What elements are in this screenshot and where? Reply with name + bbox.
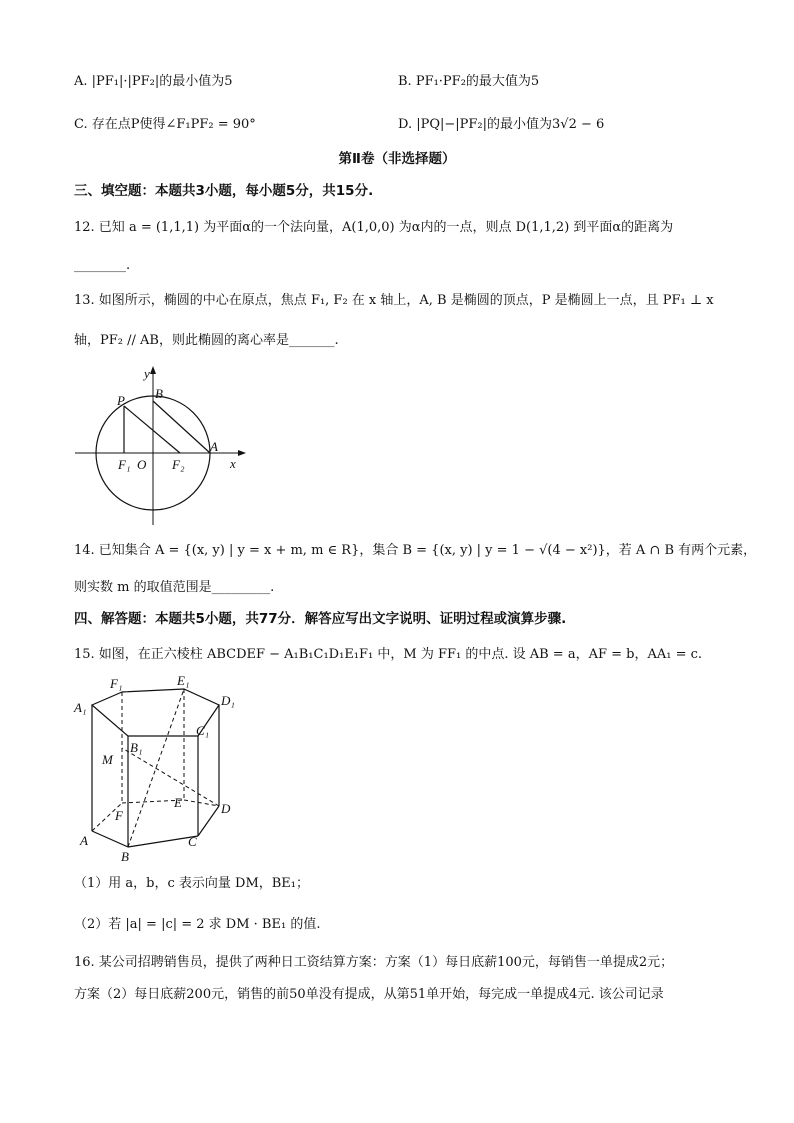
- label-e: E: [174, 795, 182, 810]
- q16-line2: 方案（2）每日底薪200元，销售的前50单没有提成，从第51单开始，每完成一单提成4元. 该公司记录: [74, 987, 664, 1002]
- label-m: M: [102, 752, 113, 767]
- option-d: D. |PQ|−|PF₂|的最小值为3√2 − 6: [398, 117, 605, 132]
- label-x: x: [230, 456, 236, 471]
- q15-part1: （1）用 a，b，c 表示向量 DM，BE₁；: [74, 876, 310, 891]
- label-c: C: [188, 834, 197, 849]
- label-d: D: [221, 801, 231, 816]
- part4-heading: 四、解答题：本题共5小题，共77分．解答应写出文字说明、证明过程或演算步骤.: [74, 611, 567, 627]
- section-title: 第Ⅱ卷（非选择题）: [338, 151, 456, 167]
- edge-ab: [92, 831, 128, 847]
- part3-heading: 三、填空题：本题共3小题，每小题5分，共15分.: [74, 183, 374, 199]
- q16-line1: 16. 某公司招聘销售员，提供了两种日工资结算方案：方案（1）每日底薪100元，每销售一单提成2元；: [74, 955, 674, 970]
- label-y: y: [144, 366, 150, 381]
- label-c1: C₁: [196, 723, 210, 738]
- edge-ed-hidden: [184, 800, 219, 806]
- q13-line2: 轴，PF₂ // AB，则此椭圆的离心率是_______.: [74, 333, 339, 348]
- q14-line2: 则实数 m 的取值范围是_________.: [74, 580, 275, 595]
- segment-dm-hidden: [122, 748, 219, 806]
- edge-cd: [198, 806, 219, 836]
- label-d1: D₁: [221, 693, 235, 708]
- q13-line1: 13. 如图所示，椭圆的中心在原点，焦点 F₁, F₂ 在 x 轴上，A, B 是椭圆的顶点，P 是椭圆上一点，且 PF₁ ⊥ x: [74, 293, 714, 308]
- y-axis-arrow: [150, 366, 156, 374]
- label-b: B: [121, 849, 129, 864]
- option-b: B. PF₁·PF₂的最大值为5: [398, 74, 540, 89]
- option-a: A. |PF₁|·|PF₂|的最小值为5: [74, 74, 233, 89]
- q14-line1: 14. 已知集合 A = {(x, y) | y = x + m, m ∈ R}，集合 B = {(x, y) | y = 1 − √(4 − x²)}，若 A ∩ B 有两个元素，: [74, 543, 757, 558]
- label-a1: A₁: [74, 700, 87, 715]
- label-b: B: [155, 386, 163, 401]
- segment-pf2: [124, 406, 180, 453]
- segment-ab: [153, 401, 210, 453]
- q12-line2: ________.: [74, 258, 131, 273]
- label-a: A: [80, 833, 88, 848]
- q12-line1: 12. 已知 a = (1,1,1) 为平面α的一个法向量，A(1,0,0) 为α内的一点，则点 D(1,1,2) 到平面α的距离为: [74, 220, 674, 235]
- q15-part2: （2）若 |a| = |c| = 2 求 DM · BE₁ 的值.: [74, 917, 321, 932]
- label-a: A: [210, 439, 218, 454]
- label-o: O: [137, 457, 147, 472]
- label-b1: B₁: [130, 740, 143, 755]
- option-c: C. 存在点P使得∠F₁PF₂ = 90°: [74, 117, 256, 132]
- ellipse-figure: [70, 360, 255, 528]
- label-p: P: [117, 393, 125, 408]
- label-f: F: [115, 808, 123, 823]
- label-f2: F₂: [172, 457, 185, 472]
- q15-line1: 15. 如图，在正六棱柱 ABCDEF − A₁B₁C₁D₁E₁F₁ 中，M 为 FF₁ 的中点. 设 AB = a，AF = b，AA₁ = c.: [74, 647, 703, 662]
- label-e1: E₁: [177, 673, 190, 688]
- label-f1: F₁: [118, 457, 131, 472]
- x-axis-arrow: [238, 450, 246, 456]
- label-f1: F₁: [110, 676, 123, 691]
- prism-figure: [70, 672, 250, 864]
